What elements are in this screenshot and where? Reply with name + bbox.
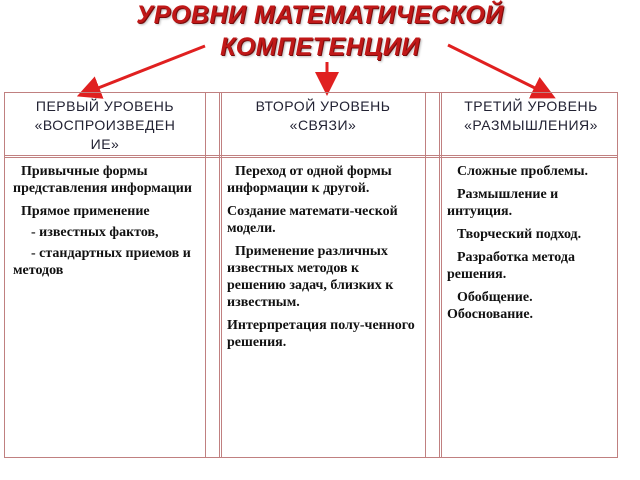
level-2-item: Создание математи-ческой модели. xyxy=(227,204,398,236)
levels-table xyxy=(4,92,618,458)
title-line-2: КОМПЕТЕНЦИИ xyxy=(220,33,420,61)
level-3-header-line: ТРЕТИЙ УРОВЕНЬ xyxy=(464,98,598,114)
column-divider-2b xyxy=(439,93,442,457)
arrow-left xyxy=(88,46,205,92)
level-1-header-line: ИЕ» xyxy=(90,136,120,152)
level-1-item: Привычные формы представления информации xyxy=(13,164,192,196)
level-3-item: Размышление и интуиция. xyxy=(447,187,559,219)
arrow-right xyxy=(448,45,545,93)
level-1-header-line: «ВОСПРОИЗВЕДЕН xyxy=(34,117,176,133)
level-1-header xyxy=(11,97,199,154)
header-divider xyxy=(5,155,617,158)
level-3-item: Творческий подход. xyxy=(457,227,582,242)
level-3-header-line: «РАЗМЫШЛЕНИЯ» xyxy=(464,117,598,133)
level-3-item: Сложные проблемы. xyxy=(457,164,589,179)
level-3-item: Обобщение. Обоснование. xyxy=(447,290,534,322)
level-2-item: Применение различных известных методов к решению задач, близких к известным. xyxy=(227,244,394,310)
level-2-header-line: «СВЯЗИ» xyxy=(289,117,357,133)
column-divider-1b xyxy=(219,93,222,457)
level-2-header xyxy=(227,97,419,135)
level-3-header xyxy=(447,97,615,135)
level-2-body xyxy=(227,163,419,357)
column-divider-2 xyxy=(425,93,426,457)
level-1-item: - известных фактов, xyxy=(31,225,159,240)
level-1-item: - стандартных приемов и методов xyxy=(13,246,191,278)
title-line-1: УРОВНИ МАТЕМАТИЧЕСКОЙ xyxy=(136,1,504,29)
level-2-header-line: ВТОРОЙ УРОВЕНЬ xyxy=(255,98,391,114)
level-2-item: Интерпретация полу-ченного решения. xyxy=(227,318,415,350)
level-2-item: Переход от одной формы информации к другой. xyxy=(227,164,392,196)
level-1-body xyxy=(13,163,203,285)
level-3-item: Разработка метода решения. xyxy=(447,250,575,282)
level-1-header-line: ПЕРВЫЙ УРОВЕНЬ xyxy=(35,98,175,114)
level-3-body xyxy=(447,163,613,329)
column-divider-1 xyxy=(205,93,206,457)
level-1-item: Прямое применение xyxy=(21,204,150,219)
